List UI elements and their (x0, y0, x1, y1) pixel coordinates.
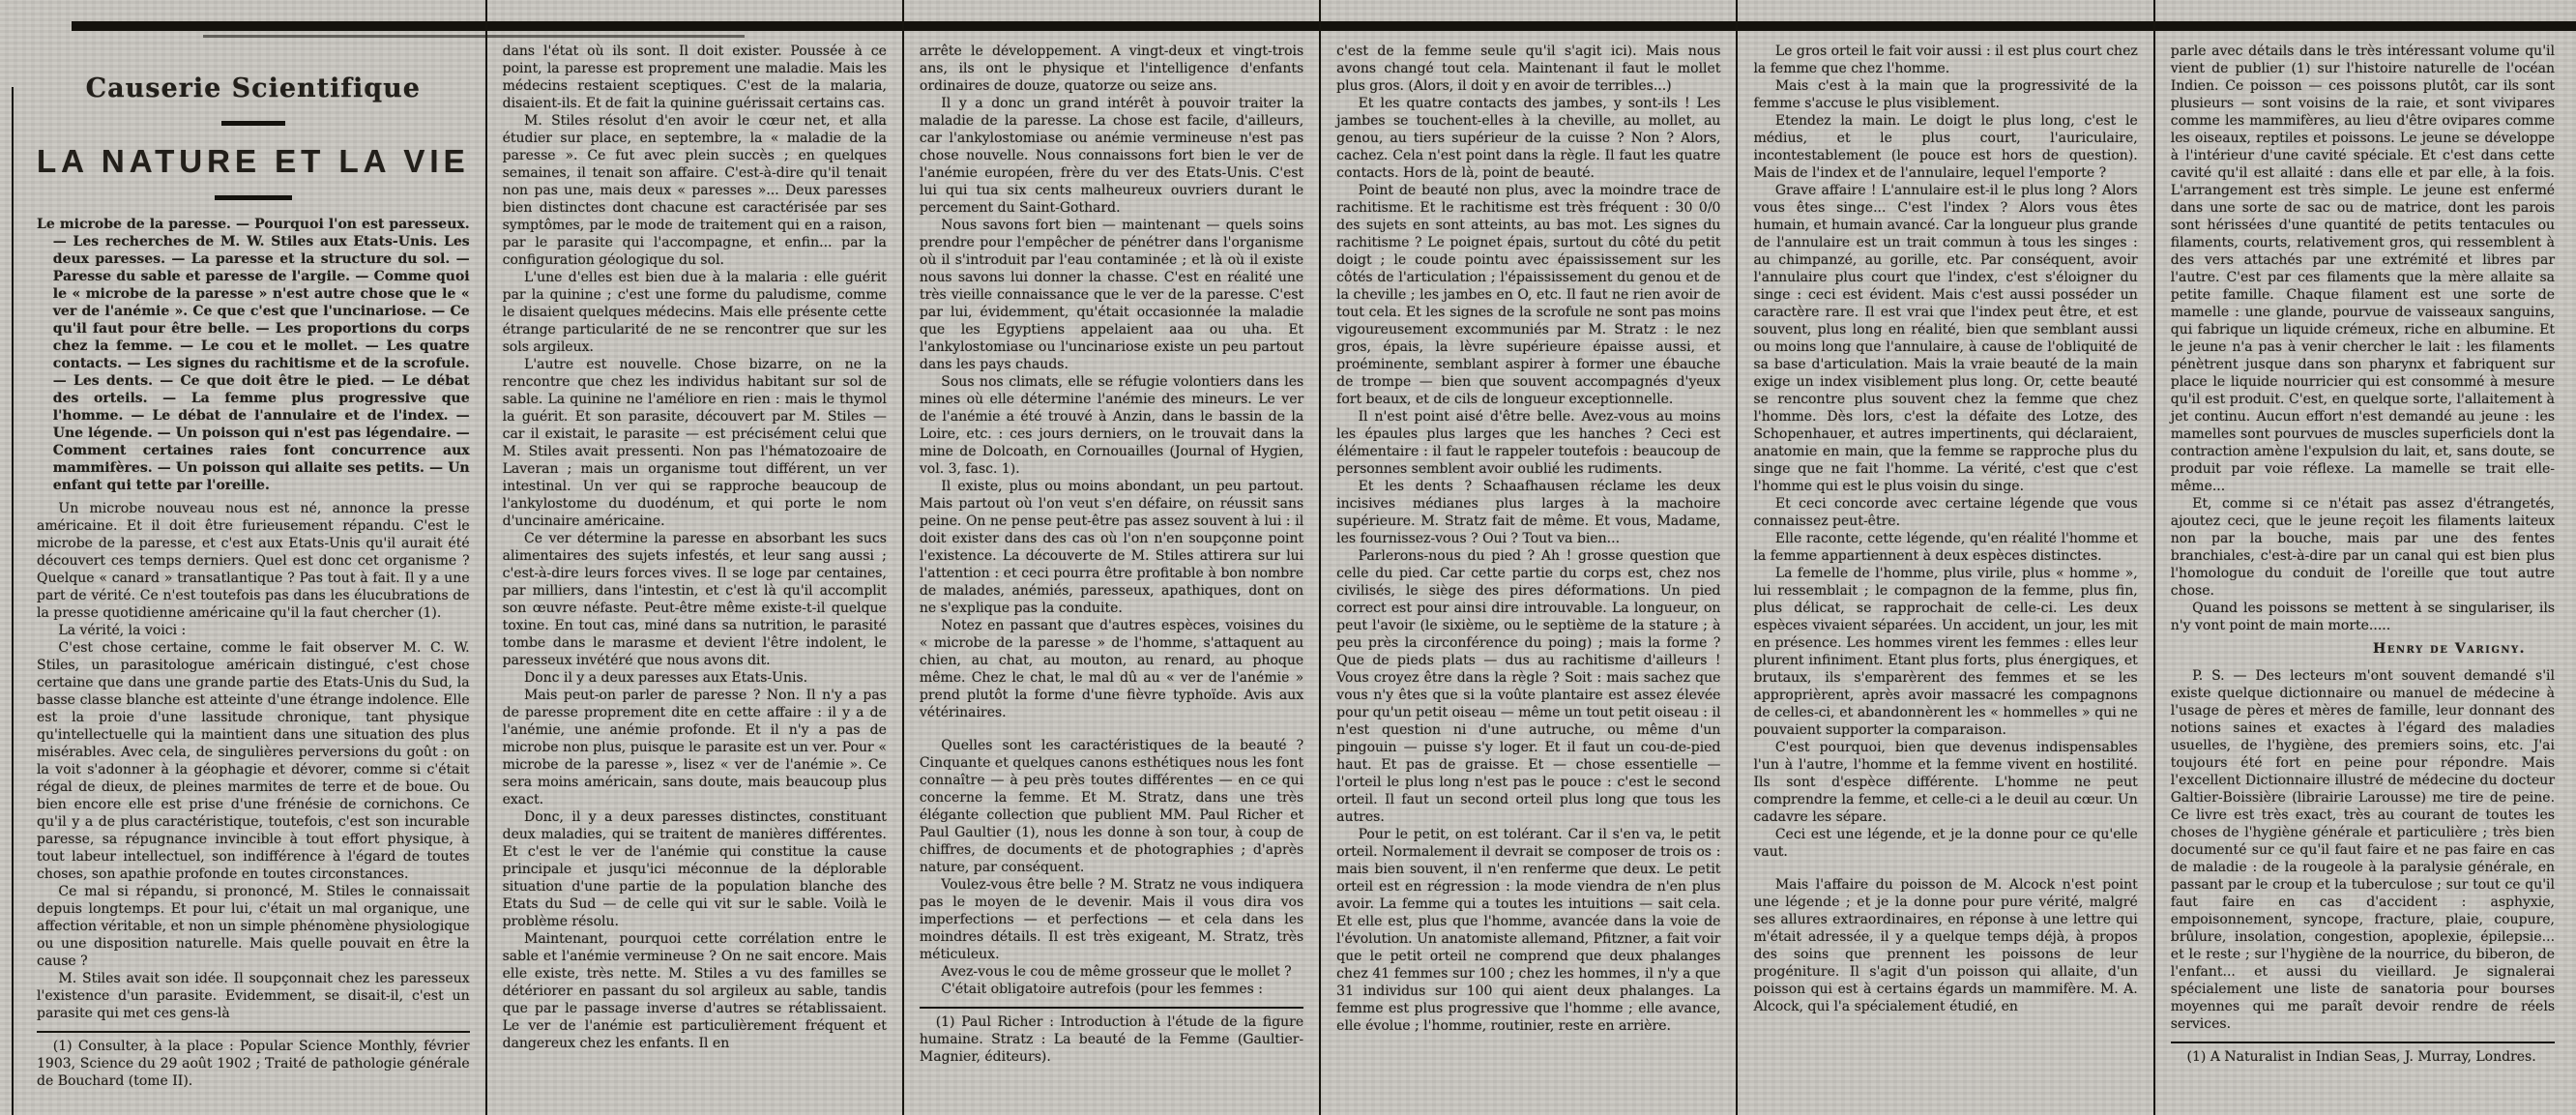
paragraph: Mais c'est à la main que la progressivité de la femme s'accuse le plus visiblement. (1753, 78, 2138, 111)
paragraph: Mais peut-on parler de paresse ? Non. Il n'y a pas de paresse proprement dite en cette affaire : il y a de l'anémie, une anémie profonde. Et il n'y a pas de microbe non plus, puisque le parasite est un ver. Pour « microbe de la paresse », lisez « ver de l'anémie ». Ce sera moins américain, sans doute, mais beaucoup plus exact. (502, 688, 887, 807)
column-6 (2153, 0, 2570, 1115)
paragraph: Pour le petit, on est tolérant. Car il s'en va, le petit orteil. Normalement il devrait se composer de trois os : mais bien souvent, il n'en renferme que deux. Le petit orteil est en régression : la mode viendra de n'en plus avoir. La femme qui a toutes les intuitions — sait cela. Et elle est, plus que l'homme, avancée dans la voie de l'évolution. Un anatomiste allemand, Pfitzner, a fait voir que le petit orteil ne comprend que deux phalanges chez 41 femmes sur 100 ; chez les hommes, il n'y a que 31 individus sur 100 qui aient deux phalanges. La femme est plus progressive que l'homme ; elle avance, elle évolue ; l'homme, routinier, reste en arrière. (1336, 827, 1721, 1034)
author-signature: Henry de Varigny. (2373, 641, 2527, 657)
footnote-rule (37, 1031, 470, 1033)
footnote: (1) Consulter, à la place : Popular Science Monthly, février 1903, Science du 29 août 1902 ; Traité de pathologie générale de Bouchard (tome II). (37, 1039, 470, 1089)
paragraph: M. Stiles avait son idée. Il soupçonnait chez les paresseux l'existence d'un parasite. Evidemment, se disait-il, c'est un parasite qui met ces gens-là (37, 971, 470, 1021)
paragraph: Mais l'affaire du poisson de M. Alcock n'est point une légende ; et je la donne pour pure vérité, malgré ses allures extraordinaires, en réponse à une lettre qui m'était adressée, il y a quelque temps déjà, à propos des soins que prennent les poissons de leur progéniture. Il s'agit d'un poisson qui allaite, d'un poisson qui est à certains égards un mammifère. M. A. Alcock, qui l'a spécialement étudié, en (1753, 877, 2138, 1014)
paragraph: P. S. — Des lecteurs m'ont souvent demandé s'il existe quelque dictionnaire ou manuel de médecine à l'usage de pères et mères de famille, leur donnant des notions saines et exactes à l'égard des maladies usuelles, de l'hygiène, des premiers soins, etc. J'ai toujours été fort en peine pour répondre. Mais l'excellent Dictionnaire illustré de médecine du docteur Galtier-Boissière (librairie Larousse) me tire de peine. Ce livre est très exact, très au courant de toutes les choses de l'hygiène générale et particulière ; très bien documenté sur ce qu'il faut faire et ne pas faire en cas de maladie : de la rougeole à la paralysie générale, en passant par le croup et la tuberculose ; sur tout ce qu'il faut faire en cas d'accident : asphyxie, empoisonnement, syncope, fracture, plaie, coupure, brûlure, insolation, congestion, apoplexie, épilepsie... et le reste ; sur l'hygiène de la nourrice, du biberon, de l'enfant... et aussi du vieillard. Je signalerai spécialement une liste de sanatoria pour bourses moyennes qui me paraît devoir rendre de réels services. (2170, 668, 2556, 1032)
column-5 (1736, 0, 2152, 1115)
paragraph: Il existe, plus ou moins abondant, un peu partout. Mais partout où l'on veut s'en défaire, on réussit sans peine. On ne pense peut-être pas assez souvent à lui : il doit exister dans des cas où l'on n'en soupçonne point l'existence. La découverte de M. Stiles attirera sur lui l'attention : et ceci pourra être profitable à bon nombre de malades, anémiés, paresseux, apathiques, dont on ne s'explique pas la conduite. (919, 479, 1304, 616)
paragraph: Il n'est point aisé d'être belle. Avez-vous au moins les épaules plus larges que les hanches ? Ceci est élémentaire : il faut le rappeler toutefois : beaucoup de personnes semblent avoir oublié les rudiments. (1336, 409, 1721, 477)
paragraph: C'était obligatoire autrefois (pour les femmes : (941, 982, 1264, 997)
column-2 (485, 0, 902, 1115)
divider (215, 195, 292, 200)
paragraph: Et les quatre contacts des jambes, y sont-ils ! Les jambes se touchent-elles à la cheville, au mollet, au genou, au tiers supérieur de la cuisse ? Non ? Alors, cachez. Cela n'est point dans la règle. Il faut les quatre contacts. Hors de là, point de beauté. (1336, 96, 1721, 181)
paragraph: Quand les poissons se mettent à se singulariser, ils n'y vont point de main morte..... (2170, 601, 2556, 633)
paragraph: Voulez-vous être belle ? M. Stratz ne vous indiquera pas le moyen de le devenir. Mais il vous dira vos imperfections — et perfections — et cela dans les moindres détails. Il est très exigeant, M. Stratz, très méticuleux. (919, 877, 1304, 962)
paragraph: Donc, il y a deux paresses distinctes, constituant deux maladies, qui se traitent de manières différentes. Et c'est le ver de l'anémie qui constitue la cause principale et jusqu'ici méconnue de la déplorable situation d'une partie de la population blanche des Etats du Sud — de celle qui vit sur le sable. Voilà le problème résolu. (502, 809, 887, 929)
divider (221, 121, 285, 126)
paragraph: Avez-vous le cou de même grosseur que le mollet ? (941, 964, 1292, 980)
paragraph: Elle raconte, cette légende, qu'en réalité l'homme et la femme appartiennent à deux espèces distinctes. (1753, 531, 2138, 564)
footnote-rule (2171, 1042, 2555, 1043)
columns-container (21, 0, 2570, 1115)
paragraph: Un microbe nouveau nous est né, annonce la presse américaine. Et il doit être furieusement répandu. C'est le microbe de la paresse, et c'est aux Etats-Unis qu'il aurait été découvert ces temps derniers. Quel est donc cet organisme ? Quelque « canard » transatlantique ? Pas tout à fait. Il y a une part de vérité. Ce n'est toutefois pas dans les élucubrations de la presse quotidienne américaine qu'il la faut chercher (1). (37, 501, 470, 621)
paragraph: La vérité, la voici : (58, 623, 187, 638)
paragraph: Et les dents ? Schaafhausen réclame les deux incisives médianes plus larges à la machoire supérieure. M. Stratz fait de même. Et vous, Madame, les fournissez-vous ? Oui ? Tout va bien... (1336, 479, 1721, 546)
paragraph: Grave affaire ! L'annulaire est-il le plus long ? Alors vous êtes singe... C'est l'index ? Alors vous êtes humain, et humain avancé. Car la longueur plus grande de l'annulaire est un trait commun à tous les singes : au chimpanzé, au gorille, etc. Par conséquent, avoir l'annulaire plus court que l'index, c'est s'éloigner du singe : ceci est évident. Mais c'est aussi posséder un caractère rare. Il est vrai que l'index peut être, et est souvent, plus long en réalité, bien que semblant aussi ou moins long que l'annulaire, à cause de l'obliquité de sa base d'articulation. Mais la vraie beauté de la main exige un index visiblement plus long. Or, cette beauté se rencontre plus souvent chez la femme que chez l'homme. Dès lors, c'est la défaite des Lotze, des Schopenhauer, et autres impertinents, qui déclaraient, anatomie en main, que la femme se rapproche plus du singe que ne fait l'homme. La vérité, c'est que c'est l'homme qui est le plus voisin du singe. (1753, 183, 2138, 494)
paragraph: L'une d'elles est bien due à la malaria : elle guérit par la quinine ; c'est une forme du paludisme, comme le disaient quelques médecins. Mais elle présente cette étrange particularité de ne se rencontrer que sur les sols argileux. (502, 270, 887, 355)
paragraph: Quelles sont les caractéristiques de la beauté ? Cinquante et quelques canons esthétiques nous les font connaître — à peu près toutes différentes — en ce qui concerne la femme. Et M. Stratz, dans une très élégante collection que publient MM. Paul Richer et Paul Gaultier (1), nous les donne à son tour, à coup de chiffres, de documents et de photographies ; d'après nature, par conséquent. (919, 738, 1304, 875)
paragraph: L'autre est nouvelle. Chose bizarre, on ne la rencontre que chez les individus habitant sur sol de sable. La quinine ne l'améliore en rien : mais le thymol la guérit. Et son parasite, découvert par M. Stiles — car il existait, le parasite — est précisément celui que M. Stiles avait pressenti. Non pas l'hématozoaire de Laveran ; mais un organisme tout différent, un ver intestinal. Un ver qui se rapproche beaucoup de l'ankylostome du duodénum, et qui porte le nom d'uncinaire américaine. (502, 357, 887, 529)
footnote: (1) Paul Richer : Introduction à l'étude de la figure humaine. Stratz : La beauté de la Femme (Gaultier-Magnier, éditeurs). (919, 1014, 1304, 1065)
paragraph: Etendez la main. Le doigt le plus long, c'est le médius, et le plus court, l'auriculaire, incontestablement (le pouce est hors de question). Mais de l'index et de l'annulaire, lequel l'emporte ? (1753, 113, 2138, 181)
footnote: (1) A Naturalist in Indian Seas, J. Murray, Londres. (2186, 1049, 2536, 1065)
paragraph: Le microbe de la paresse. — Pourquoi l'on est paresseux. — Les recherches de M. W. Stiles aux Etats-Unis. Les deux paresses. — La paresse et la structure du sol. — Paresse du sable et paresse de l'argile. — Comme quoi le « microbe de la paresse » n'est autre chose que le « ver de l'anémie ». Ce que c'est que l'uncinariose. — Ce qu'il faut pour être belle. — Les proportions du corps chez la femme. — Le cou et le mollet. — Les quatre contacts. — Les signes du rachitisme et de la scrofule. — Les dents. — Ce que doit être le pied. — Le débat des orteils. — La femme plus progressive que l'homme. — Le débat de l'annulaire et de l'index. — Une légende. — Un poisson qui n'est pas légendaire. — Comment certaines raies font concurrence aux mammifères. — Un poisson qui allaite ses petits. — Un enfant qui tette par l'oreille. (37, 217, 470, 493)
paragraph: Sous nos climats, elle se réfugie volontiers dans les mines où elle détermine l'anémie des mineurs. Le ver de l'anémie a été trouvé à Anzin, dans le bassin de la Loire, etc. : ces jours derniers, on le trouvait dans la mine de Dolcoath, en Cornouailles (Journal of Hygien, vol. 3, fasc. 1). (919, 374, 1304, 477)
article-title: LA NATURE ET LA VIE (37, 143, 470, 179)
paragraph: Point de beauté non plus, avec la moindre trace de rachitisme. Et le rachitisme est très fréquent : 30 0/0 des sujets en sont atteints, au bas mot. Les signes du rachitisme ? Le poignet épais, surtout du côté du petit doigt ; le coude pointu avec épaississement sur les côtés de l'articulation ; l'épaississement du genou et de la cheville ; les jambes en O, etc. Il faut ne rien avoir de tout cela. Et les signes de la scrofule ne sont pas moins vigoureusement excommuniés par M. Stratz : le nez gros, épais, la lèvre supérieure épaisse aussi, et proéminente, semblant aspirer à former une ébauche de trompe — bien que souvent accompagnés d'yeux fort beaux, et de cils de longueur exceptionnelle. (1336, 183, 1721, 407)
paragraph: C'est chose certaine, comme le fait observer M. C. W. Stiles, un parasitologue américain distingué, c'est chose certaine que dans une grande partie des Etats-Unis du Sud, la basse classe blanche est atteinte d'une étrange indolence. Elle est la proie d'une lassitude chronique, tant physique qu'intellectuelle qui la maintient dans une situation des plus misérables. Avec cela, de singulières perversions du goût : on la voit s'adonner à la géophagie et dévorer, comme si c'était régal de dieux, de pleines marmites de terre et de boue. Ou bien encore elle est prise d'une frénésie de cornichons. Ce qu'il y a de plus caractéristique, toutefois, c'est son incurable paresse, sa répugnance invincible à tout effort physique, à tout labeur intellectuel, son indifférence à l'égard de toutes choses, son apathie profonde en toutes circonstances. (37, 640, 470, 882)
paragraph: Notez en passant que d'autres espèces, voisines du « microbe de la paresse » de l'homme, s'attaquent au chien, au chat, au mouton, au renard, au phoque même. Chez le chat, le mal dû au « ver de l'anémie » prend plutôt la forme d'une fièvre typhoïde. Avis aux vétérinaires. (919, 618, 1304, 720)
column-4 (1319, 0, 1736, 1115)
paragraph: Maintenant, pourquoi cette corrélation entre le sable et l'anémie vermineuse ? On ne sait encore. Mais elle existe, très nette. M. Stiles a vu des familles se détériorer en passant du sol argileux au sable, tandis que par le passage inverse d'autres se rétablissaient. Le ver de l'anémie est particulièrement fréquent et dangereux chez les enfants. Il en (502, 931, 887, 1051)
paragraph: parle avec détails dans le très intéressant volume qu'il vient de publier (1) sur l'histoire naturelle de l'océan Indien. Ce poisson — ces poissons plutôt, car ils sont plusieurs — sont voisins de la raie, et sont vivipares comme les mammifères, au lieu d'être ovipares comme les oiseaux, reptiles et poissons. Le jeune se développe à l'intérieur d'une cavité spéciale. Et c'est dans cette cavité qu'il est allaité : dans elle et par elle, à la fois. L'arrangement est très simple. Le jeune est enfermé dans une sorte de sac ou de matrice, dont les parois sont hérissées d'une quantité de petits tentacules ou filaments, courts, relativement gros, qui ressemblent à des vers attachés par une extrémité et libres par l'autre. C'est par ces filaments que la mère allaite sa petite famille. Chaque filament est une sorte de mamelle : une glande, pourvue de vaisseaux sanguins, qui fabrique un liquide crémeux, riche en albumine. Et le jeune n'a pas à venir chercher le lait : les filaments pénètrent jusque dans son pharynx et fabriquent sur place le liquide nourricier qui est consommé à mesure qu'il est produit. C'est, en quelque sorte, l'allaitement à jet continu. Aucun effort n'est demandé au jeune : les mamelles sont pourvues de muscles superficiels dont la contraction amène l'expulsion du lait, et, sans doute, se produit par voie réflexe. La mamelle se trait elle-même... (2170, 44, 2556, 494)
paragraph: Le gros orteil le fait voir aussi : il est plus court chez la femme que chez l'homme. (1753, 44, 2138, 76)
paragraph: Parlerons-nous du pied ? Ah ! grosse question que celle du pied. Car cette partie du corps est, chez nos civilisés, le siège des pires déformations. Un pied correct est pour ainsi dire introuvable. La longueur, on peut l'avoir (le sixième, ou le septième de la stature ; à peu près la circonférence du poing) ; mais la forme ? Que de pieds plats — dus au rachitisme d'ailleurs ! Vous croyez être dans la règle ? Soit : mais sachez que vous n'y êtes que si la voûte plantaire est assez élevée pour qu'un petit oiseau — même un tout petit oiseau : il n'est question ni d'une autruche, ou même d'un pingouin — puisse s'y loger. Et il faut un cou-de-pied haut. Et pas de graisse. Et — chose essentielle — l'orteil le plus long n'est pas le pouce : c'est le second orteil. Il faut un second orteil plus long que tous les autres. (1336, 548, 1721, 825)
paragraph: Et, comme si ce n'était pas assez d'étrangetés, ajoutez ceci, que le jeune reçoit les filaments laiteux non par la bouche, mais par une des fentes branchiales, c'est-à-dire par un canal qui est bien plus l'homologue du conduit de l'oreille que tout autre chose. (2170, 496, 2556, 599)
section-kicker: Causerie Scientifique (85, 73, 421, 103)
column-1 (21, 0, 485, 1115)
page-left-rule (12, 87, 14, 1115)
paragraph: La femelle de l'homme, plus virile, plus « homme », lui ressemblait ; le compagnon de la femme, plus fin, plus délicat, se rapprochait de celle-ci. Les deux espèces vivaient séparées. Un accident, un jour, les mit en présence. Les hommes virent les femmes : elles leur plurent infiniment. Etant plus forts, plus énergiques, et brutaux, ils s'emparèrent des femmes et se les approprièrent, après avoir massacré les compagnons de celles-ci, et abandonnèrent les « hommelles » qui ne pouvaient supporter la comparaison. (1753, 566, 2138, 738)
paragraph: Ce ver détermine la paresse en absorbant les sucs alimentaires des sujets infestés, et leur sang aussi ; c'est-à-dire leurs forces vives. Il se loge par centaines, par milliers, dans l'intestin, et c'est là qu'il accomplit son œuvre néfaste. Peut-être même existe-t-il quelque toxine. En tout cas, miné dans sa nutrition, le parasité tombe dans le marasme et devient l'être indolent, le paresseux invétéré que nous avons dit. (502, 531, 887, 668)
paragraph: arrête le développement. A vingt-deux et vingt-trois ans, ils ont le physique et l'intelligence d'enfants ordinaires de douze, quatorze ou seize ans. (919, 44, 1304, 94)
paragraph: M. Stiles résolut d'en avoir le cœur net, et alla étudier sur place, en septembre, la « maladie de la paresse ». Ce fut avec plein succès ; en quelques semaines, il tenait son affaire. C'est-à-dire qu'il tenait non pas une, mais deux « paresses »... Deux paresses bien distinctes dont chacune est caractérisée par ses symptômes, par le mode de traitement qui en a raison, par le parasite qui l'accompagne, et enfin... par la configuration géologique du sol. (502, 113, 887, 268)
paragraph: C'est pourquoi, bien que devenus indispensables l'un à l'autre, l'homme et la femme vivent en hostilité. Ils sont d'espèce différente. L'homme ne peut comprendre la femme, et celle-ci a le deuil au cœur. Un cadavre les sépare. (1753, 740, 2138, 825)
paragraph: Ce mal si répandu, si prononcé, M. Stiles le connaissait depuis longtemps. Et pour lui, c'était un mal organique, une affection véritable, et non un simple phénomène physiologique ou une disposition naturelle. Mais quelle pouvait en être la cause ? (37, 884, 470, 969)
paragraph: dans l'état où ils sont. Il doit exister. Poussée à ce point, la paresse est proprement une maladie. Mais les médecins restaient sceptiques. C'est de la malaria, disaient-ils. Et de fait la quinine guérissait certains cas. (502, 44, 887, 111)
footnote-rule (920, 1007, 1303, 1009)
paragraph: Nous savons fort bien — maintenant — quels soins prendre pour l'empêcher de pénétrer dans l'organisme où il s'introduit par l'eau contaminée ; et là où il existe nous savons lui donner la chasse. C'est en réalité une très vieille connaissance que le ver de la paresse. C'est par lui, évidemment, qu'était occasionnée la maladie que les Egyptiens appelaient aaa ou uha. Et l'ankylostomiase ou l'uncinariose existe un peu partout dans les pays chauds. (919, 218, 1304, 372)
paragraph: c'est de la femme seule qu'il s'agit ici). Mais nous avons changé tout cela. Maintenant il faut le mollet plus gros. (Alors, il doit y en avoir de terribles...) (1336, 44, 1721, 94)
paragraph: Donc il y a deux paresses aux Etats-Unis. (524, 670, 808, 686)
column-3 (902, 0, 1319, 1115)
paragraph: Ceci est une légende, et je la donne pour ce qu'elle vaut. (1753, 827, 2138, 860)
paragraph: Il y a donc un grand intérêt à pouvoir traiter la maladie de la paresse. La chose est facile, d'ailleurs, car l'ankylostomiase ou anémie vermineuse n'est pas chose nouvelle. Nous connaissons fort bien le ver de l'anémie européen, frère du ver des Etats-Unis. C'est lui qui tua six cents malheureux ouvriers durant le percement du Saint-Gothard. (919, 96, 1304, 216)
paragraph: Et ceci concorde avec certaine légende que vous connaissez peut-être. (1753, 496, 2138, 529)
